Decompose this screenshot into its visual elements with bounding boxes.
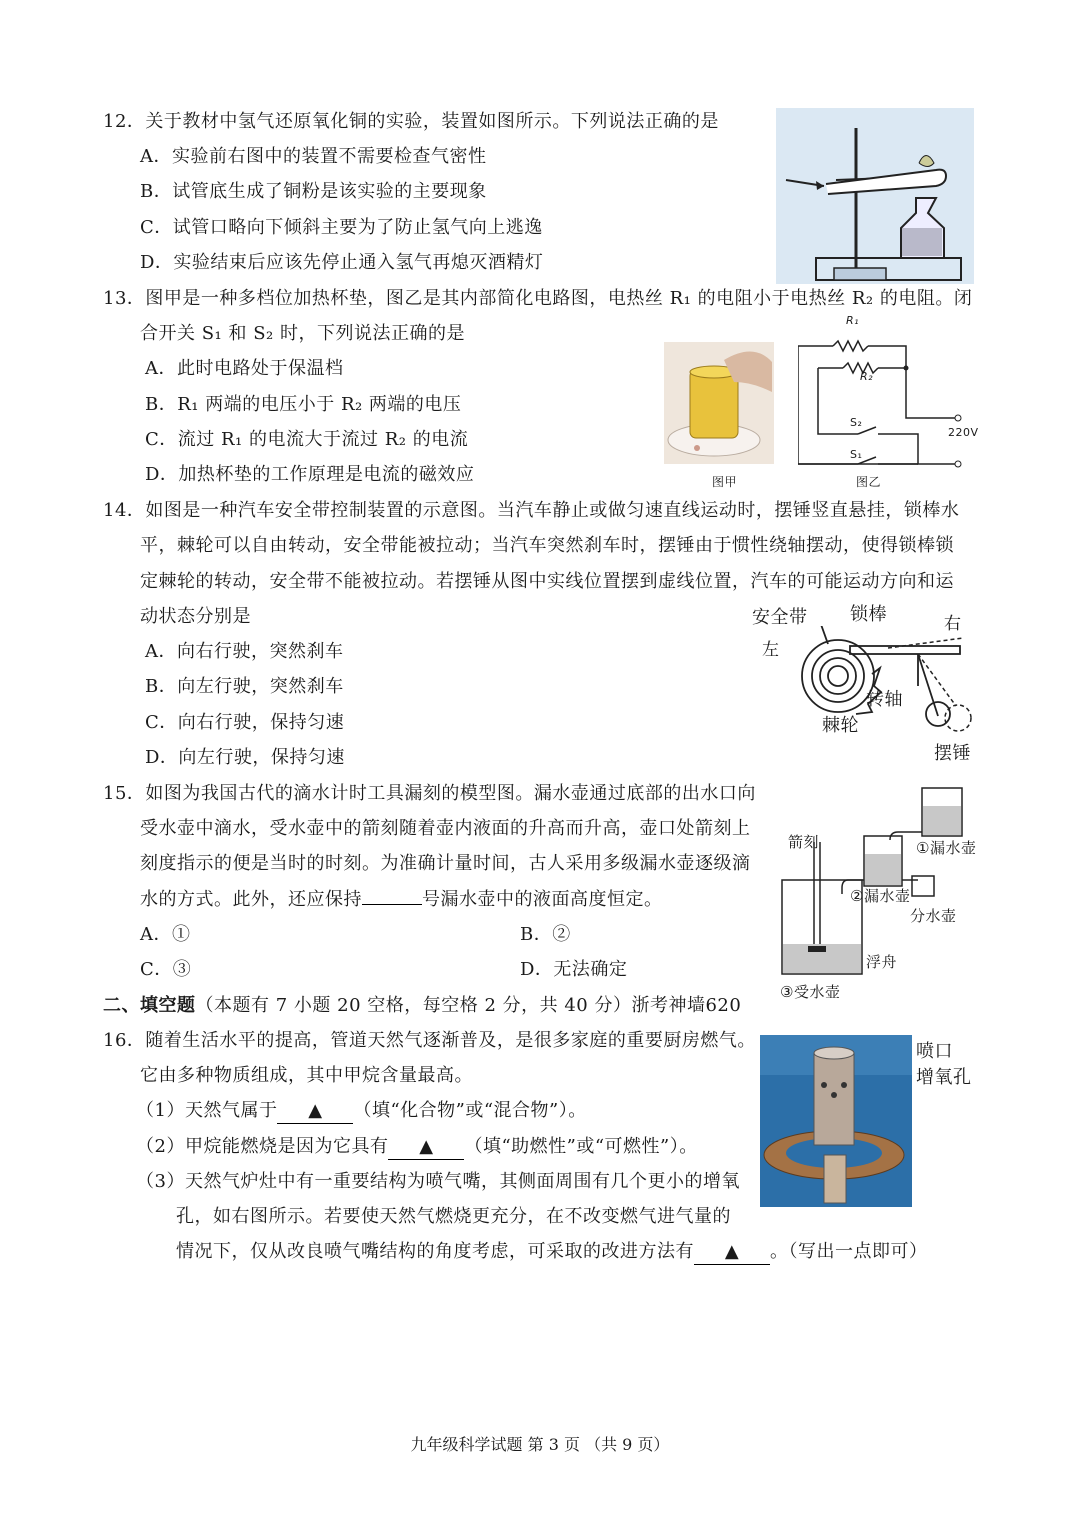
- q13-s2-label: S₂: [850, 416, 863, 429]
- q13-r1-label: R₁: [846, 314, 860, 327]
- q16-part1-text-b: （填“化合物”或“混合物”）。: [353, 1100, 587, 1121]
- q15-label-float: 浮舟: [866, 953, 898, 971]
- q14-label-pendulum: 摆锤: [934, 743, 971, 764]
- q16-part2-blank: ▲: [388, 1135, 464, 1160]
- q14-stem-line1: 14．如图是一种汽车安全带控制装置的示意图。当汽车静止或做匀速直线运动时，摆锤竖直悬挂，锁棒水: [103, 500, 960, 521]
- q12-apparatus-figure: [776, 108, 974, 284]
- q13-s1-label: S₁: [850, 448, 863, 461]
- q14-label-right: 右: [944, 614, 962, 634]
- page-footer: 九年级科学试题 第 3 页 （共 9 页）: [410, 1435, 670, 1454]
- q13-fig-left-caption: 图甲: [712, 475, 738, 489]
- q13-heating-mat-photo: [664, 342, 774, 464]
- q16-part3-text-b: 。（写出一点即可）: [770, 1241, 928, 1262]
- q14-option-b: B．向左行驶，突然刹车: [145, 676, 344, 697]
- q16-nozzle-photo: [760, 1035, 912, 1207]
- q16-part1-blank: ▲: [277, 1099, 353, 1124]
- q13-circuit-diagram: [798, 314, 976, 470]
- q16-stem-line2: 它由多种物质组成，其中甲烷含量最高。: [140, 1065, 473, 1086]
- q16-part2-text-a: （2）甲烷能燃烧是因为它具有: [136, 1136, 389, 1157]
- q16-part1: [136, 1099, 587, 1124]
- q15-label-pot3: ③受水壶: [780, 983, 841, 1001]
- q15-label-arrow: 箭刻: [788, 833, 820, 851]
- q15-stem-line2: 受水壶中滴水，受水壶中的箭刻随着壶内液面的升高而升高，壶口处箭刻上: [140, 818, 751, 839]
- q16-part3-line3: [176, 1240, 928, 1265]
- q15-option-c: C．③: [140, 959, 192, 980]
- q16-label-hole: 增氧孔: [916, 1067, 972, 1088]
- q15-stem-line3: 刻度指示的便是当时的时刻。为准确计量时间，古人采用多级漏水壶逐级滴: [140, 853, 751, 874]
- q15-option-d: D．无法确定: [520, 959, 628, 980]
- q14-label-rod: 锁棒: [850, 604, 887, 625]
- q13-stem-line2: 合开关 S₁ 和 S₂ 时，下列说法正确的是: [140, 323, 465, 344]
- q12-stem: 12．关于教材中氢气还原氧化铜的实验，装置如图所示。下列说法正确的是: [103, 111, 719, 132]
- section2-title: 二、填空题: [103, 995, 196, 1016]
- q15-stem-line4: [140, 888, 663, 912]
- q15-label-split: 分水壶: [910, 907, 957, 925]
- q13-voltage-label: 220V: [948, 426, 979, 439]
- q14-option-c: C．向右行驶，保持匀速: [145, 712, 345, 733]
- q14-option-d: D．向左行驶，保持匀速: [145, 747, 345, 768]
- q14-stem-line3: 定棘轮的转动，安全带不能被拉动。若摆锤从图中实线位置摆到虚线位置，汽车的可能运动方向和运: [140, 571, 954, 592]
- q16-part3-blank: ▲: [694, 1240, 770, 1265]
- q16-part1-text-a: （1）天然气属于: [136, 1100, 278, 1121]
- q14-stem-line2: 平，棘轮可以自由转动，安全带能被拉动；当汽车突然刹车时，摆锤由于惯性绕轴摆动，使得锁棒锁: [140, 535, 954, 556]
- q15-stem-part-a: 水的方式。此外，还应保持: [140, 889, 362, 910]
- q14-label-left: 左: [762, 640, 780, 660]
- q13-option-a: A．此时电路处于保温档: [145, 358, 344, 379]
- q13-stem-line1: 13．图甲是一种多档位加热杯垫，图乙是其内部简化电路图，电热丝 R₁ 的电阻小于电热丝 R₂ 的电阻。闭: [103, 288, 973, 309]
- q12-option-c: C．试管口略向下倾斜主要为了防止氢气向上逃逸: [140, 217, 543, 238]
- q13-fig-right-caption: 图乙: [856, 475, 882, 489]
- q16-part3-text-a: 情况下，仅从改良喷气嘴结构的角度考虑，可采取的改进方法有: [176, 1241, 694, 1262]
- q15-stem-line1: 15．如图为我国古代的滴水计时工具漏刻的模型图。漏水壶通过底部的出水口向: [103, 783, 756, 804]
- q15-stem-part-b: 号漏水壶中的液面高度恒定。: [422, 889, 663, 910]
- q16-stem-line1: 16．随着生活水平的提高，管道天然气逐渐普及，是很多家庭的重要厨房燃气。: [103, 1030, 756, 1051]
- section2-desc: （本题有 7 小题 20 空格，每空格 2 分，共 40 分）浙考神墙620: [195, 995, 742, 1016]
- q14-stem-line4: 动状态分别是: [140, 606, 251, 627]
- q12-option-d: D．实验结束后应该先停止通入氢气再熄灭酒精灯: [140, 252, 544, 273]
- q13-option-d: D．加热杯垫的工作原理是电流的磁效应: [145, 464, 475, 485]
- q14-label-belt: 安全带: [752, 607, 808, 628]
- q16-label-nozzle: 喷口: [916, 1041, 953, 1062]
- q14-option-a: A．向右行驶，突然刹车: [145, 641, 344, 662]
- q15-option-b: B．②: [520, 924, 571, 945]
- q15-option-a: A．①: [140, 924, 191, 945]
- q13-option-b: B．R₁ 两端的电压小于 R₂ 两端的电压: [145, 394, 462, 415]
- q16-part3-line1: （3）天然气炉灶中有一重要结构为喷气嘴，其侧面周围有几个更小的增氧: [136, 1171, 740, 1192]
- q16-part2: [136, 1135, 698, 1160]
- section2-heading: [103, 994, 741, 1018]
- q14-label-axle: 转轴: [866, 689, 903, 710]
- q15-label-pot2: ②漏水壶: [850, 887, 911, 905]
- q13-option-c: C．流过 R₁ 的电流大于流过 R₂ 的电流: [145, 429, 469, 450]
- q16-part2-text-b: （填“助燃性”或“可燃性”）。: [464, 1136, 698, 1157]
- q13-r2-label: R₂: [860, 370, 874, 383]
- q12-option-a: A．实验前右图中的装置不需要检查气密性: [140, 146, 487, 167]
- q15-label-pot1: ①漏水壶: [916, 839, 977, 857]
- q12-option-b: B．试管底生成了铜粉是该实验的主要现象: [140, 181, 487, 202]
- q16-part3-line2: 孔，如右图所示。若要使天然气燃烧更充分，在不改变燃气进气量的: [176, 1206, 731, 1227]
- q14-label-ratchet: 棘轮: [822, 715, 859, 736]
- q15-blank: [362, 904, 422, 905]
